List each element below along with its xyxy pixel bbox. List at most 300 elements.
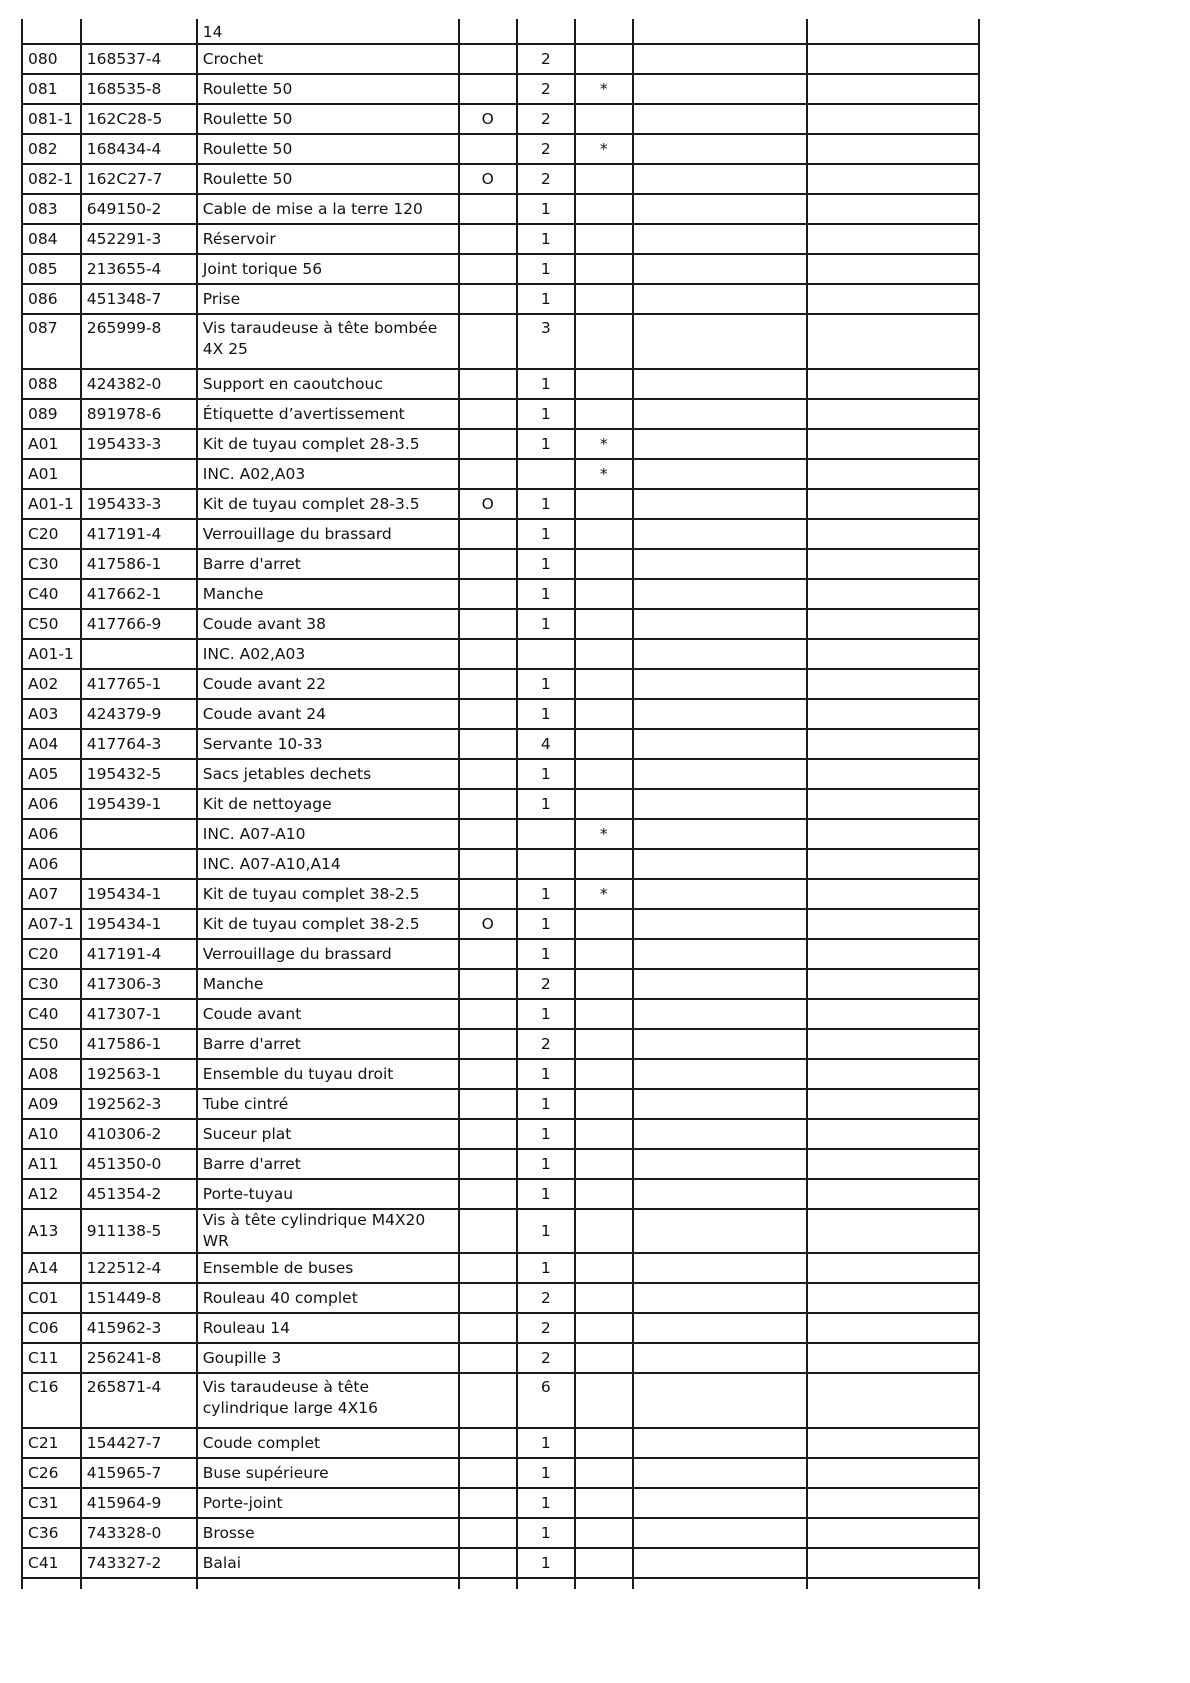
cell-empty [633, 1373, 807, 1428]
cell-no: C06 [22, 1313, 81, 1343]
cell-option [459, 1029, 517, 1059]
cell-ref: 162C27-7 [81, 164, 197, 194]
cell-ref: 195434-1 [81, 909, 197, 939]
cell-description: Barre d'arret [197, 1149, 459, 1179]
cell-note [575, 789, 633, 819]
cell-empty [633, 609, 807, 639]
cell-empty [807, 369, 979, 399]
cell-no: 082 [22, 134, 81, 164]
cell-qty: 1 [517, 1179, 575, 1209]
cell-description: Rouleau 40 complet [197, 1283, 459, 1313]
table-row [22, 879, 979, 909]
table-row [22, 549, 979, 579]
table-row [22, 1029, 979, 1059]
cell-qty: 2 [517, 1313, 575, 1343]
cell-empty [633, 549, 807, 579]
cell-qty: 1 [517, 1059, 575, 1089]
cell-note [575, 1149, 633, 1179]
cell-qty [517, 459, 575, 489]
cell-description: Joint torique 56 [197, 254, 459, 284]
cell-empty [633, 1089, 807, 1119]
cell-no: C36 [22, 1518, 81, 1548]
cell-description: Coude avant 22 [197, 669, 459, 699]
table-row [22, 284, 979, 314]
cell-empty [807, 399, 979, 429]
cell-option [459, 194, 517, 224]
cell-empty [575, 1578, 633, 1589]
cell-no: C50 [22, 609, 81, 639]
cell-description: INC. A02,A03 [197, 459, 459, 489]
cell-empty [633, 879, 807, 909]
cell-option [459, 1119, 517, 1149]
cell-no: C16 [22, 1373, 81, 1428]
cell-note [575, 284, 633, 314]
table-row [22, 369, 979, 399]
cell-no: A07-1 [22, 909, 81, 939]
cell-option [459, 1209, 517, 1253]
cell-description: 14 [197, 19, 459, 44]
cell-qty: 3 [517, 314, 575, 369]
cell-empty [807, 789, 979, 819]
cell-qty: 1 [517, 939, 575, 969]
table-row [22, 1428, 979, 1458]
cell-option [459, 789, 517, 819]
cell-description: Kit de tuyau complet 38-2.5 [197, 879, 459, 909]
cell-ref: 195433-3 [81, 429, 197, 459]
cell-note [575, 399, 633, 429]
table-row [22, 849, 979, 879]
table-row [22, 1059, 979, 1089]
cell-ref: 451348-7 [81, 284, 197, 314]
cell-ref: 192563-1 [81, 1059, 197, 1089]
cell-empty [807, 284, 979, 314]
cell-empty [633, 1548, 807, 1578]
cell-no: A03 [22, 699, 81, 729]
cell-ref: 192562-3 [81, 1089, 197, 1119]
cell-no: 084 [22, 224, 81, 254]
cell-ref: 195432-5 [81, 759, 197, 789]
table-row [22, 134, 979, 164]
cell-ref: 649150-2 [81, 194, 197, 224]
cell-qty: 1 [517, 284, 575, 314]
cell-option [459, 699, 517, 729]
cell-no: C31 [22, 1488, 81, 1518]
cell-empty [633, 399, 807, 429]
cell-note [575, 369, 633, 399]
cell-option [459, 669, 517, 699]
cell-empty [633, 639, 807, 669]
cell-note [575, 19, 633, 44]
cell-note [575, 1179, 633, 1209]
cell-qty: 1 [517, 1253, 575, 1283]
table-row [22, 819, 979, 849]
cell-empty [807, 44, 979, 74]
cell-option [459, 459, 517, 489]
cell-no: A01-1 [22, 639, 81, 669]
cell-ref: 417586-1 [81, 1029, 197, 1059]
cell-description: Kit de nettoyage [197, 789, 459, 819]
cell-option [459, 1343, 517, 1373]
cell-empty [633, 1119, 807, 1149]
cell-ref: 151449-8 [81, 1283, 197, 1313]
table-row [22, 789, 979, 819]
cell-no: A02 [22, 669, 81, 699]
cell-option [459, 1313, 517, 1343]
cell-ref: 424379-9 [81, 699, 197, 729]
cell-ref: 195433-3 [81, 489, 197, 519]
cell-empty [633, 1313, 807, 1343]
cell-qty: 2 [517, 44, 575, 74]
cell-option [459, 819, 517, 849]
cell-ref: 256241-8 [81, 1343, 197, 1373]
cell-qty: 1 [517, 999, 575, 1029]
cell-qty: 2 [517, 1029, 575, 1059]
cell-description: Rouleau 14 [197, 1313, 459, 1343]
cell-ref: 417307-1 [81, 999, 197, 1029]
table-row [22, 729, 979, 759]
table-row [22, 999, 979, 1029]
table-row [22, 639, 979, 669]
cell-description: Servante 10-33 [197, 729, 459, 759]
cell-empty [633, 1518, 807, 1548]
cell-note [575, 1283, 633, 1313]
cell-empty [633, 939, 807, 969]
table-row [22, 104, 979, 134]
cell-ref: 743327-2 [81, 1548, 197, 1578]
cell-empty [633, 224, 807, 254]
cell-ref: 410306-2 [81, 1119, 197, 1149]
cell-empty [459, 1578, 517, 1589]
table-row [22, 44, 979, 74]
cell-empty [633, 459, 807, 489]
cell-qty: 1 [517, 369, 575, 399]
cell-empty [807, 729, 979, 759]
cell-description: Roulette 50 [197, 164, 459, 194]
cell-note [575, 699, 633, 729]
cell-no: A06 [22, 819, 81, 849]
cell-no: 086 [22, 284, 81, 314]
cell-no: C20 [22, 519, 81, 549]
cell-note [575, 224, 633, 254]
cell-empty [807, 1488, 979, 1518]
cell-no: C40 [22, 579, 81, 609]
cell-no: 085 [22, 254, 81, 284]
cell-no: C11 [22, 1343, 81, 1373]
cell-empty [633, 1209, 807, 1253]
table-row [22, 1283, 979, 1313]
cell-empty [807, 1548, 979, 1578]
cell-no: C26 [22, 1458, 81, 1488]
cell-qty: 1 [517, 194, 575, 224]
cell-note [575, 519, 633, 549]
cell-empty [807, 1029, 979, 1059]
cell-ref: 154427-7 [81, 1428, 197, 1458]
cell-option [459, 1089, 517, 1119]
cell-empty [81, 1578, 197, 1589]
cell-option [459, 19, 517, 44]
cell-empty [807, 134, 979, 164]
cell-description: Kit de tuyau complet 38-2.5 [197, 909, 459, 939]
cell-empty [633, 429, 807, 459]
cell-note: * [575, 429, 633, 459]
cell-ref: 122512-4 [81, 1253, 197, 1283]
cell-description: Coude complet [197, 1428, 459, 1458]
cell-empty [807, 1313, 979, 1343]
table-row [22, 1343, 979, 1373]
cell-ref: 265871-4 [81, 1373, 197, 1428]
cell-no: A07 [22, 879, 81, 909]
cell-empty [807, 1343, 979, 1373]
cell-ref: 424382-0 [81, 369, 197, 399]
table-row [22, 1089, 979, 1119]
cell-empty [633, 909, 807, 939]
cell-empty [807, 1253, 979, 1283]
cell-empty [633, 1029, 807, 1059]
cell-no: A11 [22, 1149, 81, 1179]
cell-empty [807, 1578, 979, 1589]
cell-no: C30 [22, 549, 81, 579]
cell-option [459, 74, 517, 104]
cell-no: A12 [22, 1179, 81, 1209]
cell-option [459, 639, 517, 669]
cell-note [575, 1253, 633, 1283]
cell-note [575, 939, 633, 969]
cell-option [459, 879, 517, 909]
cell-no: A14 [22, 1253, 81, 1283]
cell-qty: 1 [517, 1458, 575, 1488]
cell-qty: 1 [517, 1428, 575, 1458]
cell-empty [633, 579, 807, 609]
cell-empty [633, 819, 807, 849]
cell-description: Prise [197, 284, 459, 314]
cell-qty: 1 [517, 879, 575, 909]
cell-empty [807, 194, 979, 224]
table-row [22, 314, 979, 369]
cell-option [459, 759, 517, 789]
cell-option [459, 369, 517, 399]
cell-empty [633, 1428, 807, 1458]
cell-description: Cable de mise a la terre 120 [197, 194, 459, 224]
cell-empty [633, 134, 807, 164]
table-row [22, 1518, 979, 1548]
cell-description: Porte-tuyau [197, 1179, 459, 1209]
cell-no: 088 [22, 369, 81, 399]
table-row-continued [22, 19, 979, 44]
cell-empty [633, 284, 807, 314]
cell-no: 083 [22, 194, 81, 224]
cell-description: Porte-joint [197, 1488, 459, 1518]
cell-note [575, 44, 633, 74]
cell-no: A09 [22, 1089, 81, 1119]
cell-empty [807, 999, 979, 1029]
cell-empty [807, 879, 979, 909]
cell-note [575, 549, 633, 579]
cell-qty: 6 [517, 1373, 575, 1428]
cell-empty [807, 224, 979, 254]
cell-description: Coude avant 24 [197, 699, 459, 729]
table-row [22, 1179, 979, 1209]
cell-note [575, 579, 633, 609]
cell-qty: 1 [517, 254, 575, 284]
cell-qty: 1 [517, 579, 575, 609]
cell-no: A06 [22, 849, 81, 879]
cell-option [459, 399, 517, 429]
cell-option [459, 1518, 517, 1548]
cell-qty: 2 [517, 74, 575, 104]
cell-qty: 1 [517, 549, 575, 579]
table-row [22, 579, 979, 609]
cell-ref [81, 819, 197, 849]
cell-ref: 168535-8 [81, 74, 197, 104]
cell-note [575, 909, 633, 939]
cell-ref: 417586-1 [81, 549, 197, 579]
cell-qty: 2 [517, 164, 575, 194]
cell-option [459, 284, 517, 314]
cell-option [459, 314, 517, 369]
cell-qty [517, 819, 575, 849]
cell-note [575, 1488, 633, 1518]
cell-no: A04 [22, 729, 81, 759]
table-row [22, 459, 979, 489]
cell-empty [633, 104, 807, 134]
cell-no: A06 [22, 789, 81, 819]
cell-empty [807, 609, 979, 639]
cell-description: Manche [197, 579, 459, 609]
cell-empty [197, 1578, 459, 1589]
cell-note [575, 1343, 633, 1373]
cell-no: 082-1 [22, 164, 81, 194]
cell-ref: 415962-3 [81, 1313, 197, 1343]
cell-empty [633, 1149, 807, 1179]
table-row [22, 1253, 979, 1283]
cell-qty: 2 [517, 134, 575, 164]
cell-description: Réservoir [197, 224, 459, 254]
cell-no: A01 [22, 459, 81, 489]
cell-empty [807, 1518, 979, 1548]
cell-empty [517, 1578, 575, 1589]
cell-empty [633, 1059, 807, 1089]
cell-no: A13 [22, 1209, 81, 1253]
cell-no: A01 [22, 429, 81, 459]
cell-empty [807, 74, 979, 104]
cell-option [459, 44, 517, 74]
cell-ref: 451350-0 [81, 1149, 197, 1179]
cell-qty: 1 [517, 519, 575, 549]
cell-ref: 195439-1 [81, 789, 197, 819]
cell-qty: 1 [517, 224, 575, 254]
cell-no: 081 [22, 74, 81, 104]
cell-empty [633, 759, 807, 789]
cell-empty [807, 1373, 979, 1428]
cell-note [575, 1458, 633, 1488]
cell-note [575, 254, 633, 284]
cell-qty: 1 [517, 699, 575, 729]
table-row [22, 1149, 979, 1179]
cell-qty: 1 [517, 1488, 575, 1518]
cell-empty [633, 1283, 807, 1313]
cell-description: Buse supérieure [197, 1458, 459, 1488]
cell-note [575, 1548, 633, 1578]
cell-empty [633, 164, 807, 194]
cell-option [459, 1253, 517, 1283]
cell-no: 089 [22, 399, 81, 429]
cell-ref: 417191-4 [81, 519, 197, 549]
cell-ref: 417306-3 [81, 969, 197, 999]
cell-empty [633, 369, 807, 399]
cell-no: 087 [22, 314, 81, 369]
cell-qty: 2 [517, 969, 575, 999]
cell-no: A05 [22, 759, 81, 789]
table-row [22, 194, 979, 224]
cell-ref [81, 459, 197, 489]
cell-qty: 1 [517, 1149, 575, 1179]
cell-empty [633, 314, 807, 369]
cell-no: C40 [22, 999, 81, 1029]
cell-empty [807, 459, 979, 489]
cell-empty [807, 549, 979, 579]
cell-note [575, 609, 633, 639]
cell-description: Balai [197, 1548, 459, 1578]
cell-no: C20 [22, 939, 81, 969]
table-row [22, 1313, 979, 1343]
table-row [22, 1488, 979, 1518]
cell-description: Kit de tuyau complet 28-3.5 [197, 429, 459, 459]
cell-ref: 417662-1 [81, 579, 197, 609]
cell-empty [633, 729, 807, 759]
cell-option [459, 224, 517, 254]
cell-option [459, 1428, 517, 1458]
cell-description: INC. A07-A10,A14 [197, 849, 459, 879]
table-row [22, 909, 979, 939]
cell-ref: 415964-9 [81, 1488, 197, 1518]
cell-empty [807, 909, 979, 939]
cell-ref: 213655-4 [81, 254, 197, 284]
cell-note [575, 314, 633, 369]
cell-description: Vis taraudeuse à tête bombée 4X 25 [197, 314, 459, 369]
cell-note [575, 669, 633, 699]
cell-option [459, 254, 517, 284]
cell-empty [807, 314, 979, 369]
cell-empty [633, 254, 807, 284]
cell-ref: 265999-8 [81, 314, 197, 369]
cell-note: * [575, 74, 633, 104]
cell-no [22, 19, 81, 44]
cell-note [575, 194, 633, 224]
cell-no: 080 [22, 44, 81, 74]
cell-description: Brosse [197, 1518, 459, 1548]
table-row [22, 74, 979, 104]
cell-qty: 1 [517, 1548, 575, 1578]
cell-ref: 911138-5 [81, 1209, 197, 1253]
cell-qty: 1 [517, 669, 575, 699]
cell-qty: 2 [517, 1343, 575, 1373]
cell-empty [807, 669, 979, 699]
cell-empty [807, 1149, 979, 1179]
cell-ref: 168537-4 [81, 44, 197, 74]
cell-option [459, 1488, 517, 1518]
cell-qty: 2 [517, 104, 575, 134]
cell-note: * [575, 819, 633, 849]
cell-empty [633, 1179, 807, 1209]
cell-qty: 1 [517, 1209, 575, 1253]
cell-qty [517, 19, 575, 44]
cell-no: A01-1 [22, 489, 81, 519]
cell-no: C01 [22, 1283, 81, 1313]
cell-qty: 1 [517, 399, 575, 429]
cell-empty [807, 759, 979, 789]
cell-qty: 2 [517, 1283, 575, 1313]
cell-option [459, 1548, 517, 1578]
